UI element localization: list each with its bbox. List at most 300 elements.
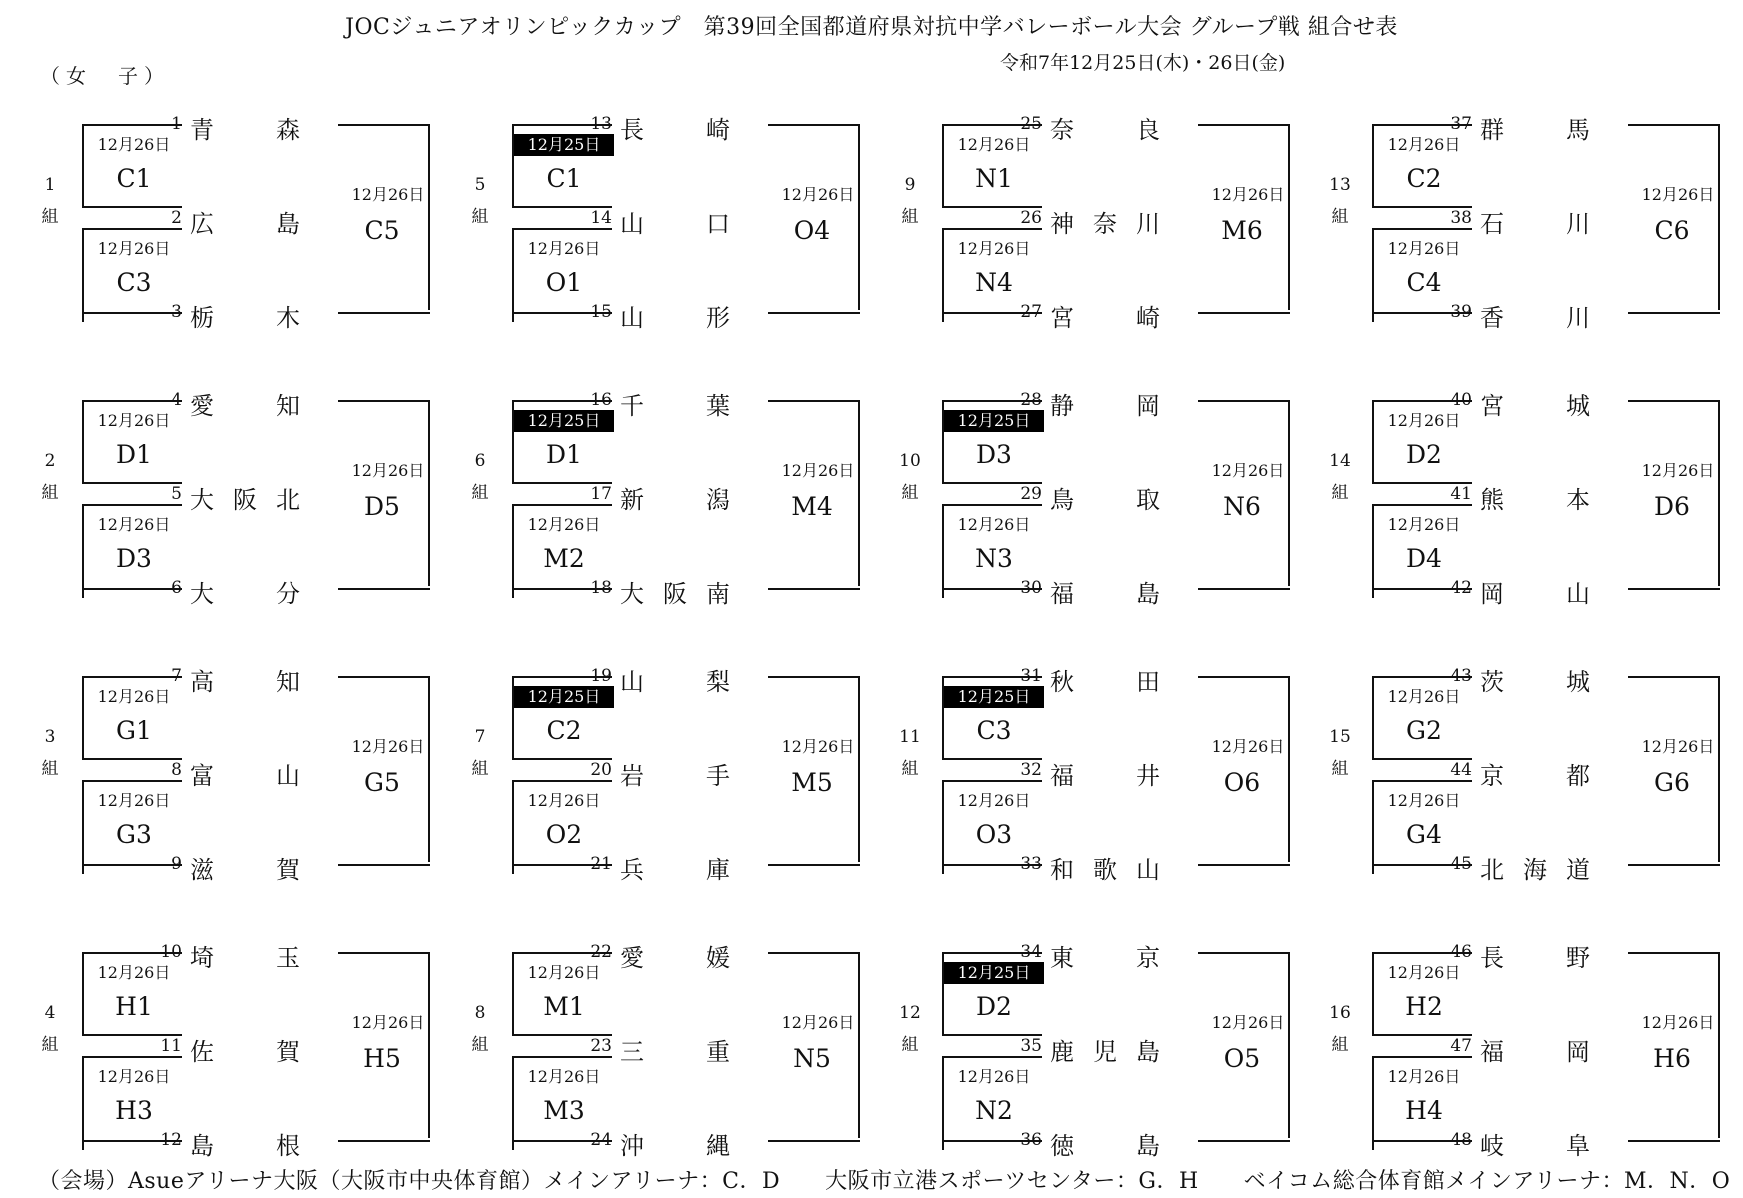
bracket-line — [338, 952, 430, 954]
prefecture-char: 葉 — [706, 392, 730, 420]
prefecture-name — [1050, 662, 1160, 697]
bracket-line — [1628, 1140, 1720, 1142]
match-court-code: M6 — [1221, 216, 1263, 245]
event-dates: 令和7年12月25日(木)・26日(金) — [1000, 52, 1286, 74]
prefecture-name — [1050, 480, 1160, 515]
prefecture-char: 和 — [1050, 856, 1074, 884]
match-date: 12月25日 — [514, 410, 614, 432]
prefecture-char: 南 — [706, 580, 730, 608]
prefecture-char: 三 — [620, 1038, 644, 1066]
prefecture-char: 奈 — [1050, 116, 1074, 144]
match-date: 12月26日 — [1211, 461, 1285, 480]
team-number: 46 — [1450, 942, 1472, 962]
match-court-code: H5 — [363, 1044, 401, 1073]
match-date: 12月26日 — [1387, 239, 1461, 258]
match-date: 12月25日 — [514, 134, 614, 156]
team-number: 1 — [171, 114, 182, 134]
team-number: 6 — [171, 578, 182, 598]
prefecture-char: 滋 — [190, 856, 214, 884]
group-bracket — [1328, 932, 1743, 1172]
match-court-code: O1 — [545, 268, 583, 297]
match-court-code: O2 — [545, 820, 583, 849]
bracket-line — [1628, 864, 1720, 866]
team-number: 36 — [1020, 1130, 1042, 1150]
prefecture-char: 青 — [190, 116, 214, 144]
match-date: 12月26日 — [97, 687, 171, 706]
team-number: 25 — [1020, 114, 1042, 134]
match-court-code: D5 — [364, 492, 400, 521]
prefecture-char: 阜 — [1566, 1132, 1590, 1160]
group-number: 15 — [1329, 727, 1351, 747]
team-number: 19 — [590, 666, 612, 686]
prefecture-char: 山 — [620, 210, 644, 238]
prefecture-char: 熊 — [1480, 486, 1504, 514]
team-number: 39 — [1450, 302, 1472, 322]
prefecture-char: 群 — [1480, 116, 1504, 144]
match-date: 12月26日 — [1387, 135, 1461, 154]
prefecture-char: 山 — [620, 304, 644, 332]
group-bracket — [898, 656, 1328, 896]
prefecture-char: 佐 — [190, 1038, 214, 1066]
prefecture-name — [1480, 574, 1590, 609]
prefecture-char: 島 — [1136, 1038, 1160, 1066]
bracket-line — [82, 228, 182, 230]
group-bracket — [898, 932, 1328, 1172]
match-court-code: H2 — [1405, 992, 1443, 1021]
team-number: 45 — [1450, 854, 1472, 874]
prefecture-name — [1480, 110, 1590, 145]
prefecture-char: 福 — [1480, 1038, 1504, 1066]
prefecture-char: 阪 — [663, 580, 687, 608]
prefecture-name — [1480, 938, 1590, 973]
prefecture-char: 東 — [1050, 944, 1074, 972]
group-bracket — [1328, 380, 1743, 620]
prefecture-name — [190, 1126, 300, 1161]
prefecture-char: 井 — [1136, 762, 1160, 790]
match-court-code: O3 — [975, 820, 1013, 849]
prefecture-char: 広 — [190, 210, 214, 238]
team-number: 5 — [171, 484, 182, 504]
prefecture-name — [620, 574, 730, 609]
match-court-code: C1 — [116, 164, 152, 193]
team-number: 11 — [160, 1036, 182, 1056]
prefecture-name — [620, 204, 730, 239]
prefecture-char: 玉 — [276, 944, 300, 972]
team-number: 33 — [1020, 854, 1042, 874]
group-kumi-label: 組 — [471, 483, 489, 503]
match-date: 12月26日 — [1387, 963, 1461, 982]
bracket-line — [1372, 504, 1472, 506]
group-kumi-label: 組 — [1331, 759, 1349, 779]
match-court-code: D2 — [1406, 440, 1442, 469]
prefecture-char: 田 — [1136, 668, 1160, 696]
group-number: 9 — [904, 175, 916, 195]
bracket-line — [1628, 124, 1720, 126]
match-date: 12月26日 — [351, 737, 425, 756]
bracket-line — [768, 400, 860, 402]
match-date: 12月25日 — [514, 686, 614, 708]
prefecture-char: 千 — [620, 392, 644, 420]
prefecture-name — [1480, 386, 1590, 421]
match-date: 12月26日 — [97, 515, 171, 534]
match-date: 12月26日 — [781, 185, 855, 204]
bracket-line — [338, 864, 430, 866]
team-number: 16 — [590, 390, 612, 410]
prefecture-char: 梨 — [706, 668, 730, 696]
prefecture-char: 福 — [1050, 762, 1074, 790]
prefecture-char: 京 — [1136, 944, 1160, 972]
match-court-code: C5 — [364, 216, 400, 245]
group-bracket — [468, 656, 898, 896]
prefecture-char: 静 — [1050, 392, 1074, 420]
prefecture-char: 宮 — [1050, 304, 1074, 332]
team-number: 34 — [1020, 942, 1042, 962]
team-number: 40 — [1450, 390, 1472, 410]
team-number: 29 — [1020, 484, 1042, 504]
prefecture-char: 賀 — [276, 856, 300, 884]
team-number: 23 — [590, 1036, 612, 1056]
prefecture-name — [190, 1032, 300, 1067]
prefecture-char: 崎 — [1136, 304, 1160, 332]
prefecture-name — [190, 938, 300, 973]
match-date: 12月26日 — [1387, 687, 1461, 706]
prefecture-char: 長 — [1480, 944, 1504, 972]
match-date: 12月26日 — [351, 185, 425, 204]
group-number: 6 — [474, 451, 486, 471]
prefecture-name — [1050, 756, 1160, 791]
match-court-code: H3 — [115, 1096, 153, 1125]
prefecture-char: 木 — [276, 304, 300, 332]
prefecture-char: 北 — [1480, 856, 1504, 884]
team-number: 37 — [1450, 114, 1472, 134]
bracket-line — [1372, 780, 1472, 782]
team-number: 3 — [171, 302, 182, 322]
group-bracket — [1328, 104, 1743, 344]
prefecture-char: 分 — [276, 580, 300, 608]
team-number: 12 — [160, 1130, 182, 1150]
match-date: 12月26日 — [97, 411, 171, 430]
team-number: 31 — [1020, 666, 1042, 686]
prefecture-char: 知 — [276, 392, 300, 420]
prefecture-name — [620, 386, 730, 421]
prefecture-char: 徳 — [1050, 1132, 1074, 1160]
prefecture-name — [620, 1032, 730, 1067]
match-court-code: N1 — [975, 164, 1013, 193]
prefecture-name — [1480, 850, 1590, 885]
prefecture-name — [1050, 938, 1160, 973]
bracket-line — [512, 1056, 612, 1058]
team-number: 26 — [1020, 208, 1042, 228]
team-number: 43 — [1450, 666, 1472, 686]
bracket-line — [512, 228, 612, 230]
prefecture-name — [190, 110, 300, 145]
prefecture-char: 手 — [706, 762, 730, 790]
bracket-line — [1198, 952, 1290, 954]
prefecture-name — [1050, 204, 1160, 239]
prefecture-char: 知 — [276, 668, 300, 696]
bracket-line — [1198, 864, 1290, 866]
bracket-line — [1628, 400, 1720, 402]
match-court-code: H1 — [115, 992, 153, 1021]
team-number: 22 — [590, 942, 612, 962]
prefecture-name — [620, 1126, 730, 1161]
prefecture-char: 岡 — [1480, 580, 1504, 608]
prefecture-char: 縄 — [706, 1132, 730, 1160]
prefecture-char: 大 — [620, 580, 644, 608]
prefecture-char: 形 — [706, 304, 730, 332]
match-date: 12月26日 — [1387, 791, 1461, 810]
prefecture-char: 城 — [1566, 668, 1590, 696]
team-number: 9 — [171, 854, 182, 874]
prefecture-char: 島 — [276, 210, 300, 238]
prefecture-name — [1050, 386, 1160, 421]
prefecture-char: 北 — [276, 486, 300, 514]
match-court-code: D2 — [976, 992, 1012, 1021]
match-court-code: G5 — [364, 768, 400, 797]
group-number: 16 — [1329, 1003, 1351, 1023]
bracket-line — [338, 676, 430, 678]
prefecture-name — [620, 938, 730, 973]
bracket-line — [1198, 588, 1290, 590]
match-date: 12月26日 — [1641, 1013, 1715, 1032]
bracket-line — [768, 588, 860, 590]
group-number: 14 — [1329, 451, 1351, 471]
bracket-line — [512, 504, 612, 506]
prefecture-char: 口 — [706, 210, 730, 238]
bracket-line — [338, 588, 430, 590]
group-bracket — [468, 380, 898, 620]
prefecture-char: 道 — [1566, 856, 1590, 884]
prefecture-char: 城 — [1566, 392, 1590, 420]
prefecture-name — [620, 480, 730, 515]
prefecture-char: 富 — [190, 762, 214, 790]
prefecture-char: 馬 — [1566, 116, 1590, 144]
match-date: 12月26日 — [781, 737, 855, 756]
prefecture-name — [190, 574, 300, 609]
group-bracket — [898, 380, 1328, 620]
team-number: 27 — [1020, 302, 1042, 322]
prefecture-name — [1480, 1032, 1590, 1067]
group-kumi-label: 組 — [1331, 1035, 1349, 1055]
bracket-line — [942, 1056, 1042, 1058]
match-date: 12月26日 — [957, 135, 1031, 154]
prefecture-name — [1480, 298, 1590, 333]
group-kumi-label: 組 — [1331, 483, 1349, 503]
prefecture-char: 沖 — [620, 1132, 644, 1160]
match-date: 12月26日 — [97, 135, 171, 154]
bracket-line — [338, 400, 430, 402]
prefecture-char: 児 — [1093, 1038, 1117, 1066]
group-number: 12 — [899, 1003, 921, 1023]
prefecture-char: 重 — [706, 1038, 730, 1066]
team-number: 14 — [590, 208, 612, 228]
match-court-code: D1 — [116, 440, 152, 469]
prefecture-name — [1480, 1126, 1590, 1161]
match-date: 12月26日 — [97, 239, 171, 258]
group-kumi-label: 組 — [1331, 207, 1349, 227]
gender-label: （女 子） — [40, 64, 170, 88]
group-bracket — [898, 104, 1328, 344]
prefecture-char: 潟 — [706, 486, 730, 514]
prefecture-char: 鹿 — [1050, 1038, 1074, 1066]
prefecture-char: 茨 — [1480, 668, 1504, 696]
prefecture-char: 栃 — [190, 304, 214, 332]
match-date: 12月26日 — [1211, 1013, 1285, 1032]
match-court-code: G2 — [1406, 716, 1442, 745]
prefecture-name — [190, 662, 300, 697]
bracket-line — [1628, 676, 1720, 678]
prefecture-char: 島 — [1136, 580, 1160, 608]
prefecture-char: 良 — [1136, 116, 1160, 144]
match-court-code: D3 — [976, 440, 1012, 469]
match-court-code: M4 — [791, 492, 833, 521]
prefecture-char: 埼 — [190, 944, 214, 972]
group-number: 11 — [899, 727, 921, 747]
bracket-line — [338, 1140, 430, 1142]
prefecture-char: 山 — [620, 668, 644, 696]
match-court-code: M1 — [543, 992, 585, 1021]
match-court-code: G4 — [1406, 820, 1442, 849]
prefecture-char: 京 — [1480, 762, 1504, 790]
prefecture-char: 川 — [1136, 210, 1160, 238]
prefecture-char: 愛 — [190, 392, 214, 420]
group-number: 4 — [44, 1003, 56, 1023]
prefecture-char: 阪 — [233, 486, 257, 514]
prefecture-name — [1050, 1126, 1160, 1161]
team-number: 20 — [590, 760, 612, 780]
prefecture-char: 高 — [190, 668, 214, 696]
group-bracket — [38, 380, 468, 620]
match-court-code: C2 — [546, 716, 582, 745]
prefecture-char: 森 — [276, 116, 300, 144]
match-date: 12月26日 — [527, 1067, 601, 1086]
group-kumi-label: 組 — [471, 759, 489, 779]
group-bracket — [1328, 656, 1743, 896]
prefecture-char: 兵 — [620, 856, 644, 884]
bracket-line — [1198, 676, 1290, 678]
group-kumi-label: 組 — [41, 1035, 59, 1055]
prefecture-char: 川 — [1566, 304, 1590, 332]
bracket-line — [82, 504, 182, 506]
match-court-code: C3 — [116, 268, 152, 297]
prefecture-char: 大 — [190, 486, 214, 514]
match-date: 12月26日 — [1211, 737, 1285, 756]
prefecture-name — [1050, 298, 1160, 333]
bracket-line — [768, 1140, 860, 1142]
group-number: 1 — [44, 175, 56, 195]
match-date: 12月26日 — [97, 963, 171, 982]
team-number: 44 — [1450, 760, 1472, 780]
prefecture-char: 岡 — [1566, 1038, 1590, 1066]
bracket-line — [942, 228, 1042, 230]
prefecture-name — [1050, 574, 1160, 609]
prefecture-char: 宮 — [1480, 392, 1504, 420]
bracket-line — [1372, 228, 1472, 230]
prefecture-char: 庫 — [706, 856, 730, 884]
team-number: 18 — [590, 578, 612, 598]
bracket-line — [338, 312, 430, 314]
team-number: 38 — [1450, 208, 1472, 228]
group-number: 7 — [474, 727, 486, 747]
prefecture-char: 香 — [1480, 304, 1504, 332]
match-date: 12月26日 — [1641, 737, 1715, 756]
group-number: 10 — [899, 451, 921, 471]
bracket-line — [768, 676, 860, 678]
match-date: 12月26日 — [97, 1067, 171, 1086]
match-date: 12月26日 — [957, 1067, 1031, 1086]
bracket-line — [1198, 312, 1290, 314]
match-date: 12月26日 — [351, 461, 425, 480]
match-date: 12月26日 — [957, 239, 1031, 258]
group-kumi-label: 組 — [471, 207, 489, 227]
team-number: 13 — [590, 114, 612, 134]
match-date: 12月26日 — [1387, 515, 1461, 534]
team-number: 2 — [171, 208, 182, 228]
team-number: 28 — [1020, 390, 1042, 410]
match-date: 12月26日 — [957, 791, 1031, 810]
group-bracket — [38, 104, 468, 344]
match-date: 12月26日 — [527, 515, 601, 534]
prefecture-name — [1480, 480, 1590, 515]
prefecture-char: 岡 — [1136, 392, 1160, 420]
prefecture-name — [620, 756, 730, 791]
match-court-code: C3 — [976, 716, 1012, 745]
match-court-code: C1 — [546, 164, 582, 193]
prefecture-char: 海 — [1523, 856, 1547, 884]
prefecture-char: 山 — [1136, 856, 1160, 884]
prefecture-char: 媛 — [706, 944, 730, 972]
prefecture-char: 秋 — [1050, 668, 1074, 696]
prefecture-char: 長 — [620, 116, 644, 144]
match-date: 12月26日 — [97, 791, 171, 810]
prefecture-name — [190, 850, 300, 885]
prefecture-char: 本 — [1566, 486, 1590, 514]
match-court-code: M5 — [791, 768, 833, 797]
group-number: 8 — [474, 1003, 486, 1023]
match-court-code: M2 — [543, 544, 585, 573]
match-court-code: N5 — [793, 1044, 831, 1073]
group-number: 13 — [1329, 175, 1351, 195]
group-bracket — [468, 932, 898, 1172]
bracket-line — [768, 864, 860, 866]
bracket-line — [1198, 400, 1290, 402]
bracket-line — [768, 952, 860, 954]
team-number: 4 — [171, 390, 182, 410]
match-court-code: C6 — [1654, 216, 1690, 245]
prefecture-char: 神 — [1050, 210, 1074, 238]
bracket-line — [1198, 1140, 1290, 1142]
prefecture-name — [620, 850, 730, 885]
team-number: 8 — [171, 760, 182, 780]
prefecture-name — [1050, 110, 1160, 145]
prefecture-char: 福 — [1050, 580, 1074, 608]
prefecture-name — [620, 110, 730, 145]
bracket-line — [82, 780, 182, 782]
team-number: 24 — [590, 1130, 612, 1150]
bracket-line — [512, 780, 612, 782]
group-kumi-label: 組 — [471, 1035, 489, 1055]
match-date: 12月26日 — [781, 1013, 855, 1032]
match-date: 12月26日 — [957, 515, 1031, 534]
bracket-line — [942, 780, 1042, 782]
group-kumi-label: 組 — [901, 759, 919, 779]
prefecture-char: 歌 — [1093, 856, 1117, 884]
group-kumi-label: 組 — [901, 1035, 919, 1055]
team-number: 30 — [1020, 578, 1042, 598]
prefecture-char: 山 — [276, 762, 300, 790]
prefecture-name — [190, 756, 300, 791]
group-number: 3 — [44, 727, 56, 747]
